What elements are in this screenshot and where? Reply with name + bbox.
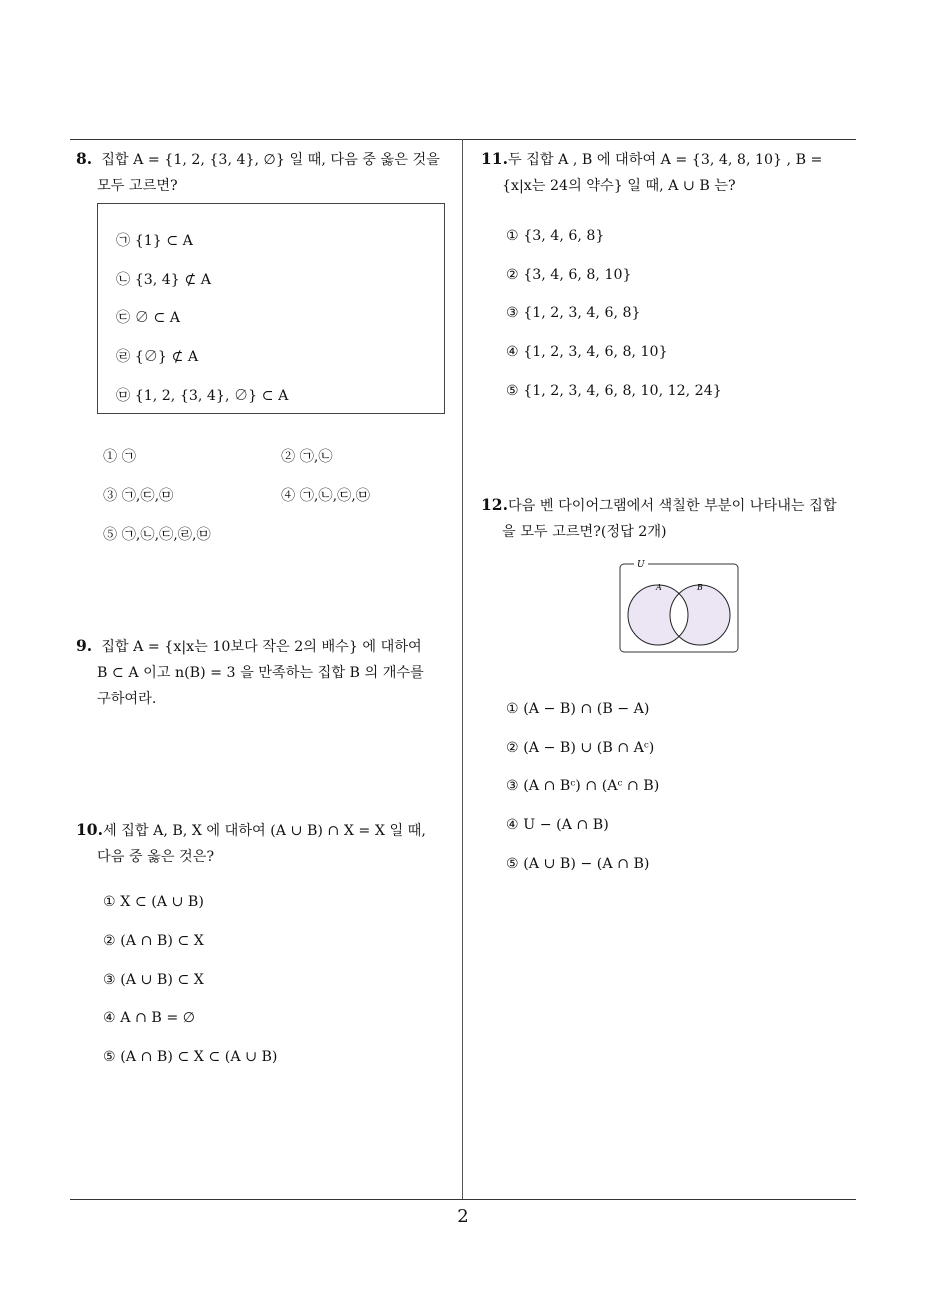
question-8 (76, 146, 456, 199)
question-number: 8. (76, 149, 93, 168)
q10-option-2[interactable]: ② (A ∩ B) ⊂ X (103, 933, 204, 949)
question-text-line1: 집합 A = {1, 2, {3, 4}, ∅} 일 때, 다음 중 옳은 것을 (101, 152, 440, 168)
bottom-rule (70, 1199, 856, 1200)
question-number: 11. (481, 149, 508, 168)
q12-option-2[interactable]: ② (A − B) ∪ (B ∩ Aᶜ) (506, 740, 655, 756)
q11-option-4[interactable]: ④ {1, 2, 3, 4, 6, 8, 10} (506, 344, 668, 360)
question-text-line2: 다음 중 옳은 것은? (97, 849, 215, 865)
q10-option-4[interactable]: ④ A ∩ B = ∅ (103, 1010, 196, 1026)
q12-option-4[interactable]: ④ U − (A ∩ B) (506, 817, 609, 833)
question-number: 10. (76, 820, 103, 839)
q12-option-1[interactable]: ① (A − B) ∩ (B − A) (506, 701, 650, 717)
q8-option-3[interactable]: ③ ㉠,㉢,㉤ (103, 488, 174, 504)
column-divider (462, 139, 463, 1200)
q8-option-4[interactable]: ④ ㉠,㉡,㉢,㉤ (281, 488, 370, 504)
statement-2: ㉡ {3, 4} ⊄ A (116, 272, 211, 288)
universe-label: U (637, 560, 645, 570)
question-11 (481, 146, 861, 199)
q10-option-5[interactable]: ⑤ (A ∩ B) ⊂ X ⊂ (A ∪ B) (103, 1049, 278, 1065)
q11-option-3[interactable]: ③ {1, 2, 3, 4, 6, 8} (506, 305, 641, 321)
set-a-label: A (656, 583, 662, 592)
question-12 (481, 492, 861, 545)
question-number: 12. (481, 495, 508, 514)
q8-option-2[interactable]: ② ㉠,㉡ (281, 449, 333, 465)
question-text-line1: 다음 벤 다이어그램에서 색칠한 부분이 나타내는 집합 (507, 498, 837, 514)
page-number: 2 (457, 1206, 469, 1227)
question-10 (76, 817, 456, 870)
statement-1: ㉠ {1} ⊂ A (116, 233, 193, 249)
question-text-line2: {x|x는 24의 약수} 일 때, A ∪ B 는? (502, 178, 736, 194)
statement-5: ㉤ {1, 2, {3, 4}, ∅} ⊂ A (116, 388, 289, 404)
q12-option-3[interactable]: ③ (A ∩ Bᶜ) ∩ (Aᶜ ∩ B) (506, 778, 660, 794)
venn-diagram (616, 557, 742, 655)
q11-option-5[interactable]: ⑤ {1, 2, 3, 4, 6, 8, 10, 12, 24} (506, 383, 722, 399)
question-text-line1: 두 집합 A , B 에 대하여 A = {3, 4, 8, 10} , B = (507, 152, 823, 168)
question-9 (76, 633, 456, 712)
question-text-line1: 집합 A = {x|x는 10보다 작은 2의 배수} 에 대하여 (101, 639, 422, 655)
q12-option-5[interactable]: ⑤ (A ∪ B) − (A ∩ B) (506, 856, 650, 872)
question-text-line2: B ⊂ A 이고 n(B) = 3 을 만족하는 집합 B 의 개수를 (97, 665, 424, 681)
question-number: 9. (76, 636, 93, 655)
question-text-line3: 구하여라. (97, 691, 157, 707)
question-text-line1: 세 집합 A, B, X 에 대하여 (A ∪ B) ∩ X = X 일 때, (102, 823, 426, 839)
statement-3: ㉢ ∅ ⊂ A (116, 310, 181, 326)
statement-box (97, 203, 445, 414)
q10-option-3[interactable]: ③ (A ∪ B) ⊂ X (103, 972, 204, 988)
q8-option-5[interactable]: ⑤ ㉠,㉡,㉢,㉣,㉤ (103, 527, 211, 543)
q11-option-2[interactable]: ② {3, 4, 6, 8, 10} (506, 267, 632, 283)
q8-option-1[interactable]: ① ㉠ (103, 449, 136, 465)
q10-option-1[interactable]: ① X ⊂ (A ∪ B) (103, 894, 204, 910)
question-text-line2: 을 모두 고르면?(정답 2개) (502, 524, 667, 540)
top-rule (70, 139, 856, 140)
question-text-line2: 모두 고르면? (97, 178, 178, 194)
q11-option-1[interactable]: ① {3, 4, 6, 8} (506, 228, 605, 244)
set-b-label: B (697, 583, 703, 592)
statement-4: ㉣ {∅} ⊄ A (116, 349, 199, 365)
